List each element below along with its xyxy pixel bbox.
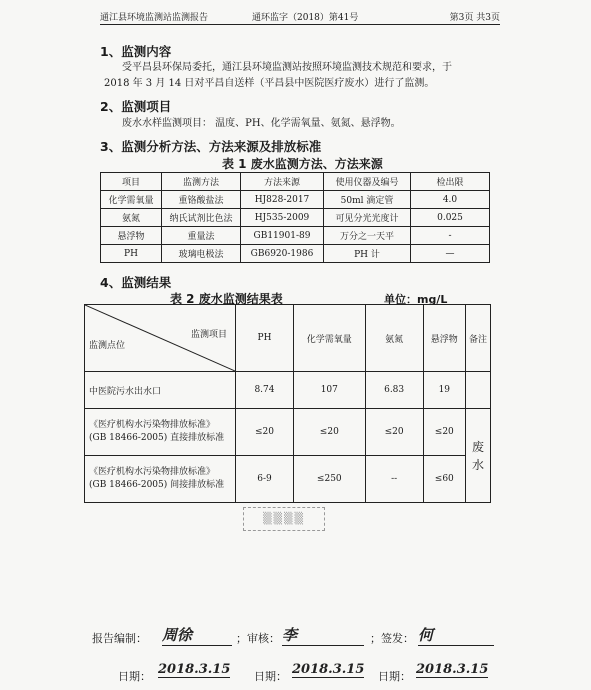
table-cell: 19: [423, 372, 465, 409]
date-2: 2018.3.15: [292, 662, 365, 677]
table-cell: HJ535-2009: [241, 209, 324, 227]
review-signature: 李: [282, 624, 364, 646]
table-cell: ≤20: [365, 409, 423, 456]
page-header: [100, 8, 500, 25]
date-3: 2018.3.15: [416, 662, 489, 677]
table-header-row: [101, 173, 490, 191]
table-header-cell: 项目: [101, 173, 162, 191]
table-cell: PH 计: [324, 245, 411, 263]
table-cell: [465, 372, 490, 409]
table-cell: ≤250: [293, 456, 365, 503]
table-cell: 重量法: [162, 227, 241, 245]
date-label: 日期：: [118, 670, 151, 683]
section3-title: 3、监测分析方法、方法来源及排放标准: [100, 139, 322, 154]
table-cell: ≤20: [293, 409, 365, 456]
issue-signature: 何: [418, 624, 494, 646]
section1-title: 1、监测内容: [100, 44, 172, 59]
issue-label: ；签发：: [370, 632, 414, 645]
table-row: [85, 372, 491, 409]
table-header-cell: 监测方法: [162, 173, 241, 191]
table-row: [101, 245, 490, 263]
table-row: [101, 209, 490, 227]
table-row: [85, 409, 491, 456]
table-cell: ≤60: [423, 456, 465, 503]
editor-signature: 周徐: [162, 624, 232, 646]
method-table: [100, 172, 490, 263]
table-header-row: [85, 305, 491, 372]
remark-cell: 废水: [465, 409, 490, 503]
table-cell: 0.025: [411, 209, 490, 227]
section4-title: 4、监测结果: [100, 275, 172, 290]
table-cell: 化学需氧量: [101, 191, 162, 209]
table-cell: HJ828-2017: [241, 191, 324, 209]
site-cell: 《医疗机构水污染物排放标准》(GB 18466-2005) 直接排放标准: [85, 409, 236, 456]
table-cell: GB6920-1986: [241, 245, 324, 263]
review-label: ；审核：: [236, 632, 280, 645]
table-cell: 8.74: [236, 372, 294, 409]
table-cell: PH: [101, 245, 162, 263]
table2-unit: 单位：mg/L: [384, 293, 448, 306]
diag-bottom-label: 监测点位: [89, 341, 126, 351]
table-cell: 4.0: [411, 191, 490, 209]
table-cell: 可见分光光度计: [324, 209, 411, 227]
table-cell: 纳氏试剂比色法: [162, 209, 241, 227]
table-cell: 6-9: [236, 456, 294, 503]
table-cell: 玻璃电极法: [162, 245, 241, 263]
header-report-no: 通环监字（2018）第41号: [252, 13, 359, 23]
table-cell: --: [365, 456, 423, 503]
site-cell: 中医院污水出水口: [85, 372, 236, 409]
editor-label: 报告编制：: [92, 632, 147, 645]
date-label: 日期：: [254, 670, 287, 683]
table-header-cell: 悬浮物: [423, 305, 465, 372]
table-cell: —: [411, 245, 490, 263]
section2-text: 废水水样监测项目： 温度、PH、化学需氧量、氨氮、悬浮物。: [122, 118, 401, 129]
table-cell: 107: [293, 372, 365, 409]
table-cell: 氨氮: [101, 209, 162, 227]
results-table: [84, 304, 491, 503]
table-header-cell: 化学需氧量: [293, 305, 365, 372]
table-header-cell: 检出限: [411, 173, 490, 191]
diag-top-label: 监测项目: [190, 330, 227, 340]
table-cell: 6.83: [365, 372, 423, 409]
section1-line1: 受平昌县环保局委托，通江县环境监测站按照环境监测技术规范和要求，于: [122, 62, 452, 73]
date-1: 2018.3.15: [158, 662, 231, 677]
table-row: [85, 456, 491, 503]
table-cell: GB11901-89: [241, 227, 324, 245]
table-row: [101, 227, 490, 245]
table-row: [101, 191, 490, 209]
table-cell: 重铬酸盐法: [162, 191, 241, 209]
table-header-cell: 氨氮: [365, 305, 423, 372]
table-cell: -: [411, 227, 490, 245]
site-cell: 《医疗机构水污染物排放标准》(GB 18466-2005) 间接排放标准: [85, 456, 236, 503]
section2-title: 2、监测项目: [100, 99, 172, 114]
diagonal-header-cell: [85, 305, 236, 372]
date-label: 日期：: [378, 670, 411, 683]
table-header-cell: 方法来源: [241, 173, 324, 191]
table-cell: ≤20: [236, 409, 294, 456]
table-cell: 万分之一天平: [324, 227, 411, 245]
table-cell: 悬浮物: [101, 227, 162, 245]
table-header-cell: 使用仪器及编号: [324, 173, 411, 191]
table1-caption: 表 1 废水监测方法、方法来源: [222, 157, 383, 171]
seal-stamp: ▒▒▒▒: [243, 507, 325, 531]
table2-caption: 表 2 废水监测结果表: [170, 292, 283, 306]
table-cell: ≤20: [423, 409, 465, 456]
table-cell: 50ml 滴定管: [324, 191, 411, 209]
table-header-cell: 备注: [465, 305, 490, 372]
section1-line2: 2018 年 3 月 14 日对平昌自送样（平昌县中医院医疗废水）进行了监测。: [104, 78, 435, 89]
table-header-cell: PH: [236, 305, 294, 372]
header-org: 通江县环境监测站监测报告: [100, 13, 209, 23]
header-page: 第3页 共3页: [449, 13, 500, 23]
